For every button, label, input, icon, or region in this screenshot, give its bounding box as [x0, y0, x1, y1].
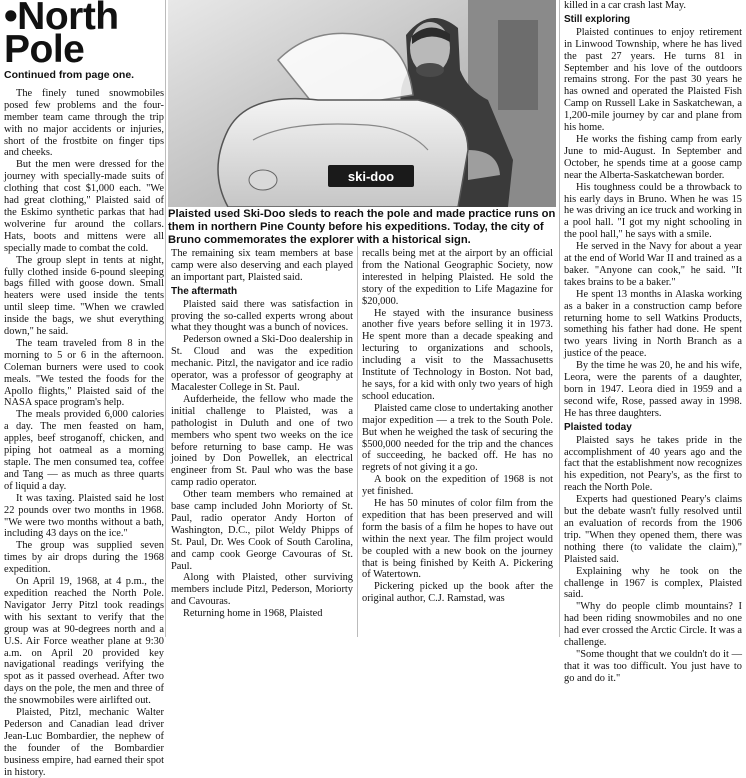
paragraph: Along with Plaisted, other surviving members include Pitzl, Pederson, Moriorty and Cavouras.: [171, 572, 353, 608]
paragraph: Returning home in 1968, Plaisted: [183, 608, 323, 620]
paragraph: The group slept in tents at night, fully clothed inside 6-pound sleeping bags filled with goose down. Small heaters were used inside the tents until sleep time. "When we crawled inside the bags, we shut everything down," he said.: [4, 254, 164, 338]
photo-caption: Plaisted used Ski-Doo sleds to reach the pole and made practice runs on them in northern Pine County before his expeditions. Today, the city of Bruno commemorates the explorer with a historical sign.: [168, 208, 556, 246]
subhead-still-exploring: Still exploring: [564, 13, 631, 25]
paragraph: Pickering picked up the book after the original author, C.J. Ramstad, was: [362, 581, 553, 605]
paragraph: The remaining six team members at base camp were also deserving and each played an important part, Plaisted said.: [171, 248, 353, 283]
paragraph: By the time he was 20, he and his wife, Leora, were the parents of a daughter, born in 1947. Leora died in 1959 and a second wife, Rose, passed away in 1998. He has three daughters.: [564, 360, 742, 419]
column-divider: [165, 0, 166, 637]
paragraph: The team traveled from 8 in the morning to 5 or 6 in the afternoon. Coleman burners were used to cook meals. "We tested the foods for the Apollo flights," Plaisted said of the NASA space program's help.: [4, 337, 164, 409]
paragraph: He works the fishing camp from early June to mid-August. In September and October, he spends time at a goose camp near the Alberta-Saskatchewan border.: [564, 133, 742, 181]
paragraph: Pederson owned a Ski-Doo dealership in St. Cloud and was the expedition mechanic. Pitzl, the navigator and ice radio operator, was a professor of geography at Macalester College in St. Paul.: [171, 334, 353, 393]
paragraph: On April 19, 1968, at 4 p.m., the expedition reached the North Pole. Navigator Jerry Pitzl took readings with his sextant to verify that the group was at 90-degrees north and a U.S. Air Force weather plane at 9:30 a.m. on April 20 provided key navigational readings verifying the spot as it passed overhead. After two days on the pole, the men and three of the snowmobiles were airlifted out.: [4, 576, 164, 707]
paragraph: Plaisted said there was satisfaction in proving the so-called experts wrong about what they thought was a bunch of novices.: [171, 298, 353, 334]
column-1: [4, 0, 164, 778]
headline-line-2: Pole: [4, 28, 85, 71]
paragraph: The meals provided 6,000 calories a day. The men feasted on ham, apples, beef stroganoff, chicken, and piping hot oatmeal as a morning staple. The men consumed tea, coffee and Tang — as much as three quarts of liquid a day.: [4, 409, 164, 492]
paragraph: It was taxing. Plaisted said he lost 22 pounds over two months in 1968. "We were two months without a bath, including 43 days on the ice.": [4, 492, 164, 540]
paragraph: His toughness could be a throwback to his early days in Bruno. When he was 15 he was driving an ice truck and working in a pool hall. "I got my night schooling in the pool hall," he says with a smile.: [564, 181, 742, 241]
paragraph: Plaisted came close to undertaking another major expedition — a trek to the South Pole. But when he weighed the task of securing the $500,000 needed for the trip and the chances of succeeding, he backed off. He has no regrets of not giving it a go.: [362, 402, 553, 474]
column-2: [171, 248, 353, 620]
headline-line-1: •North: [4, 0, 119, 38]
subhead-aftermath: The aftermath: [171, 285, 238, 297]
paragraph: He served in the Navy for about a year at the end of World War II and trained as a baker. "Anyone can cook," he said. "It takes brains to be a baker.": [564, 241, 742, 288]
paragraph: He spent 13 months in Alaska working as a baker in a construction camp before returning home to sell Watkins Products, something his father had done. He spent two years living in North Branch as a justice of the peace.: [564, 288, 742, 360]
paragraph: But the men were dressed for the journey with specially-made suits of clothing that cost $1,000 each. "We had great clothing," Plaisted said of the Eskimo synthetic parkas that had wolverine fur around the collars. Hats, boots and mittens were all specially made to combat the cold.: [4, 159, 164, 254]
column-divider: [357, 246, 358, 637]
paragraph: Plaisted continues to enjoy retirement in Linwood Township, where he has lived the past 27 years. He turns 81 in September and his love of the outdoors remains strong. For the past 30 years he has owned and operated the Plaisted Fish Camp on Russell Lake in Saskatchewan, a 1,200-mile journey by car and plane from his home.: [564, 26, 742, 134]
headline: [4, 0, 164, 71]
paragraph: Experts had questioned Peary's claims but the debate wasn't fully resolved until an evaluation of records from the 1906 trip. "When they opened them, there was nothing there (to validate the claim)," Plaisted said.: [564, 494, 742, 565]
column-divider: [559, 0, 560, 637]
subhead-plaisted-today: Plaisted today: [564, 421, 632, 433]
column-4: [564, 0, 742, 685]
column-3: [362, 248, 553, 605]
paragraph: The group was supplied seven times by air drops during the 1968 expedition.: [4, 540, 164, 576]
paragraph: Aufderheide, the fellow who made the initial challenge to Plaisted, was a pathologist in Duluth and one of two members who spent two weeks on the ice before returning to base camp. He was joined by Don Powellek, an electrical engineer from St. Paul who was the base camp radio operator.: [171, 393, 353, 489]
news-photo: [168, 0, 556, 207]
paragraph: killed in a car crash last May.: [564, 0, 686, 11]
paragraph: "Some thought that we couldn't do it — that it was too difficult. You just have to go and do it.": [564, 648, 742, 684]
paragraph: He has 50 minutes of color film from the expedition that has been preserved and will form the basis of a film he hopes to have out within the next year. The film project would be coupled with a new book on the journey that is being finished by Keith A. Pickering of Watertown.: [362, 498, 553, 581]
continued-note: Continued from page one.: [4, 69, 135, 81]
paragraph: Plaisted says he takes pride in the accomplishment of 40 years ago and the fact that the establishment now recognizes his expedition, not Peary's, as the first to reach the North Pole.: [564, 434, 742, 494]
paragraph: Other team members who remained at base camp included John Moriorty of St. Paul, radio operator Andy Horton of Washington, D.C., pilot Weldy Phipps of St. Paul, Dr. Wes Cook of South Carolina, and camp cook George Cavouras of St. Paul.: [171, 489, 353, 572]
paragraph: A book on the expedition of 1968 is not yet finished.: [362, 474, 553, 498]
paragraph: Plaisted, Pitzl, mechanic Walter Pederson and Canadian lead driver Jean-Luc Bombardier, the nephew of the founder of the Bombardier business empire, had earned their spot in history.: [4, 707, 164, 778]
paragraph: The finely tuned snowmobiles posed few problems and the four-member team came through the trip with no major accidents or injuries, short of the frostbite on finger tips and cheeks.: [4, 87, 164, 159]
paragraph: He stayed with the insurance business another five years before selling it in 1973. He spent more than a decade speaking and lecturing to organizations and schools, including a visit to the Massachusetts Institute of Technology in Boston. Not bad, he says, for a kid with only two years of high school education.: [362, 307, 553, 402]
paragraph: "Why do people climb mountains? I had been riding snowmobiles and no one had ever crossed the Arctic Circle. It was a challenge.: [564, 601, 743, 649]
paragraph: Explaining why he took on the challenge in 1967 is complex, Plaisted said.: [564, 565, 742, 601]
sled-brand-label: ski-doo: [347, 169, 395, 184]
paragraph: recalls being met at the airport by an official from the National Geographic Society, now interested in helping Plaisted. He sold the story of the expedition to Life Magazine for $20,000.: [362, 248, 553, 307]
